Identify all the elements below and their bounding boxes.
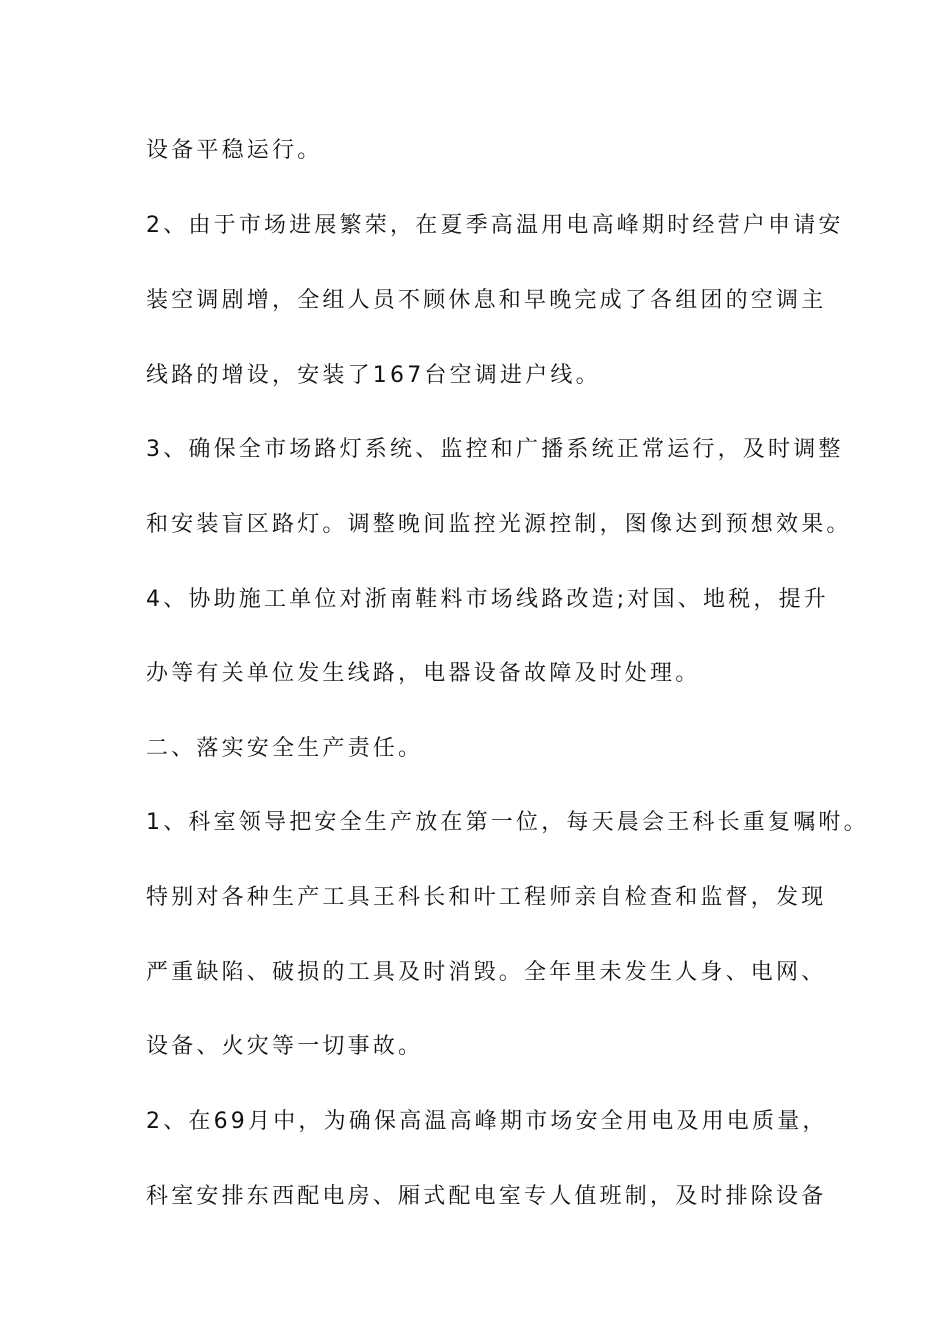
text-line: 线路的增设，安装了167台空调进户线。: [146, 363, 601, 388]
text-line: 办等有关单位发生线路，电器设备故障及时处理。: [146, 661, 701, 686]
section-heading: 二、落实安全生产责任。: [146, 736, 424, 761]
text-line: 和安装盲区路灯。调整晚间监控光源控制，图像达到预想效果。: [146, 512, 852, 537]
text-line: 2、由于市场进展繁荣，在夏季高温用电高峰期时经营户申请安: [146, 213, 844, 238]
text-line: 设备平稳运行。: [146, 138, 323, 163]
text-line: 1、科室领导把安全生产放在第一位，每天晨会王科长重复嘱咐。: [146, 810, 869, 835]
text-line: 设备、火灾等一切事故。: [146, 1034, 424, 1059]
text-line: 装空调剧增，全组人员不顾休息和早晚完成了各组团的空调主: [146, 288, 827, 313]
text-line: 4、协助施工单位对浙南鞋料市场线路改造;对国、地税，提升: [146, 587, 830, 612]
text-line: 2、在69月中，为确保高温高峰期市场安全用电及用电质量，: [146, 1109, 828, 1134]
text-line: 3、确保全市场路灯系统、监控和广播系统正常运行，及时调整: [146, 437, 844, 462]
text-line: 科室安排东西配电房、厢式配电室专人值班制，及时排除设备: [146, 1184, 827, 1209]
text-line: 严重缺陷、破损的工具及时消毁。全年里未发生人身、电网、: [146, 960, 827, 985]
text-line: 特别对各种生产工具王科长和叶工程师亲自检查和监督，发现: [146, 885, 827, 910]
